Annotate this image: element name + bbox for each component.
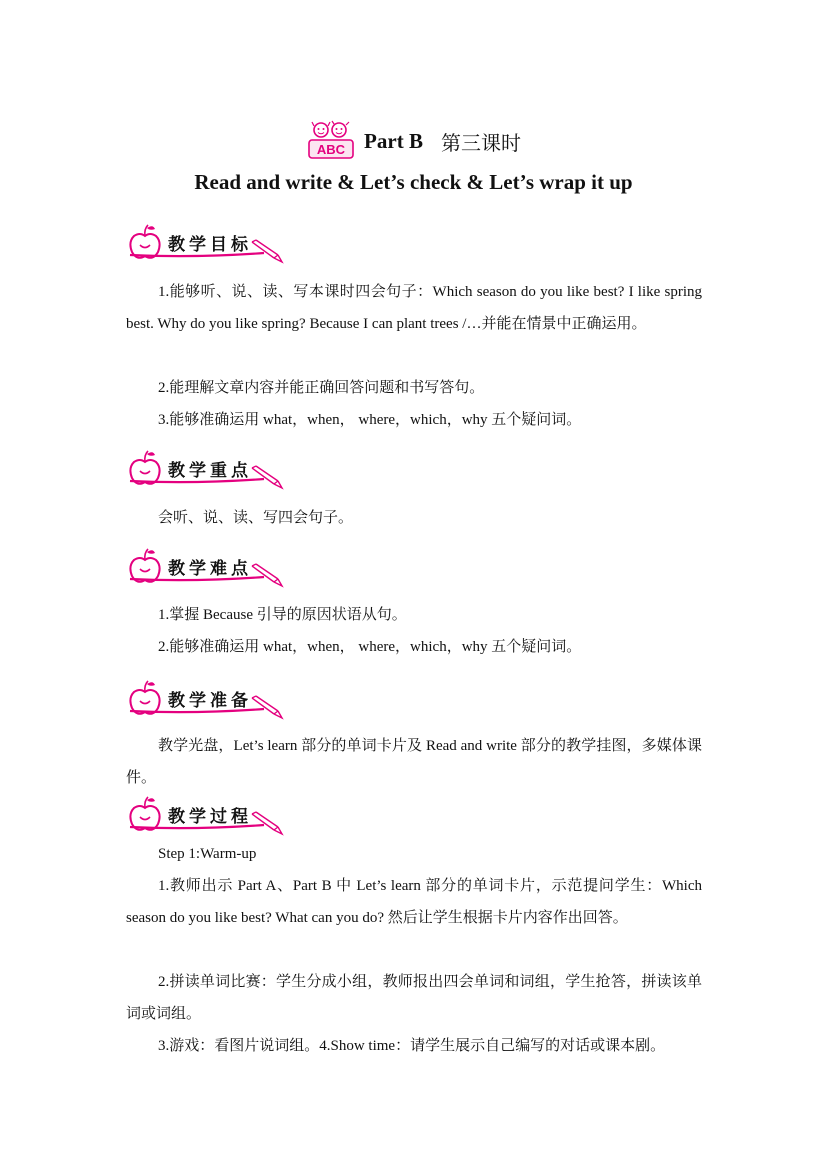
preparation-item-1: 教学光盘，Let’s learn 部分的单词卡片及 Read and write 部分的教学挂图，多媒体课件。	[126, 738, 702, 786]
section-heading-key-points	[124, 448, 294, 492]
process-step-label: Step 1:Warm-up	[158, 846, 257, 862]
objective-item-2: 2.能理解文章内容并能正确回答问题和书写答句。	[158, 380, 485, 396]
section-heading-process	[124, 794, 294, 838]
difficulty-item-1: 1.掌握 Because 引导的原因状语从句。	[158, 607, 407, 623]
objective-item-1: 1.能够听、说、读、写本课时四会句子：Which season do you like best? I like spring best. Why do you like spring? Because I can plant trees /…并能在情景中正确运用。	[126, 284, 702, 332]
title-row	[0, 120, 827, 166]
section-heading-difficulties	[124, 546, 294, 590]
process-item-3: 3.游戏：看图片说词组。4.Show time：请学生展示自己编写的对话或课本剧。	[158, 1038, 666, 1054]
svg-text:ABC: ABC	[316, 142, 346, 157]
section-heading-label: 教学重点	[168, 461, 252, 481]
section-heading-label: 教学目标	[168, 235, 252, 255]
section-heading-preparation	[124, 678, 294, 722]
title-lesson: 第三课时	[440, 130, 521, 155]
difficulty-item-2: 2.能够准确运用 what，when， where，which，why 五个疑问词。	[158, 639, 582, 655]
page-subtitle: Read and write & Let’s check & Let’s wrap it up	[194, 170, 633, 194]
abc-kids-logo-icon	[306, 120, 356, 162]
process-item-2: 2.拼读单词比赛：学生分成小组，教师报出四会单词和词组，学生抢答，拼读该单词或词组。	[126, 974, 702, 1022]
section-heading-label: 教学准备	[168, 691, 252, 711]
section-heading-label: 教学过程	[168, 807, 252, 827]
section-heading-label: 教学难点	[168, 559, 252, 579]
title-part: Part B	[364, 128, 423, 153]
objective-item-3: 3.能够准确运用 what，when， where，which，why 五个疑问词。	[158, 412, 582, 428]
section-heading-objectives	[124, 222, 294, 266]
key-point-item-1: 会听、说、读、写四会句子。	[158, 510, 354, 526]
process-item-1: 1.教师出示 Part A、Part B 中 Let’s learn 部分的单词卡片，示范提问学生：Which season do you like best? What can you do? 然后让学生根据卡片内容作出回答。	[126, 878, 702, 926]
